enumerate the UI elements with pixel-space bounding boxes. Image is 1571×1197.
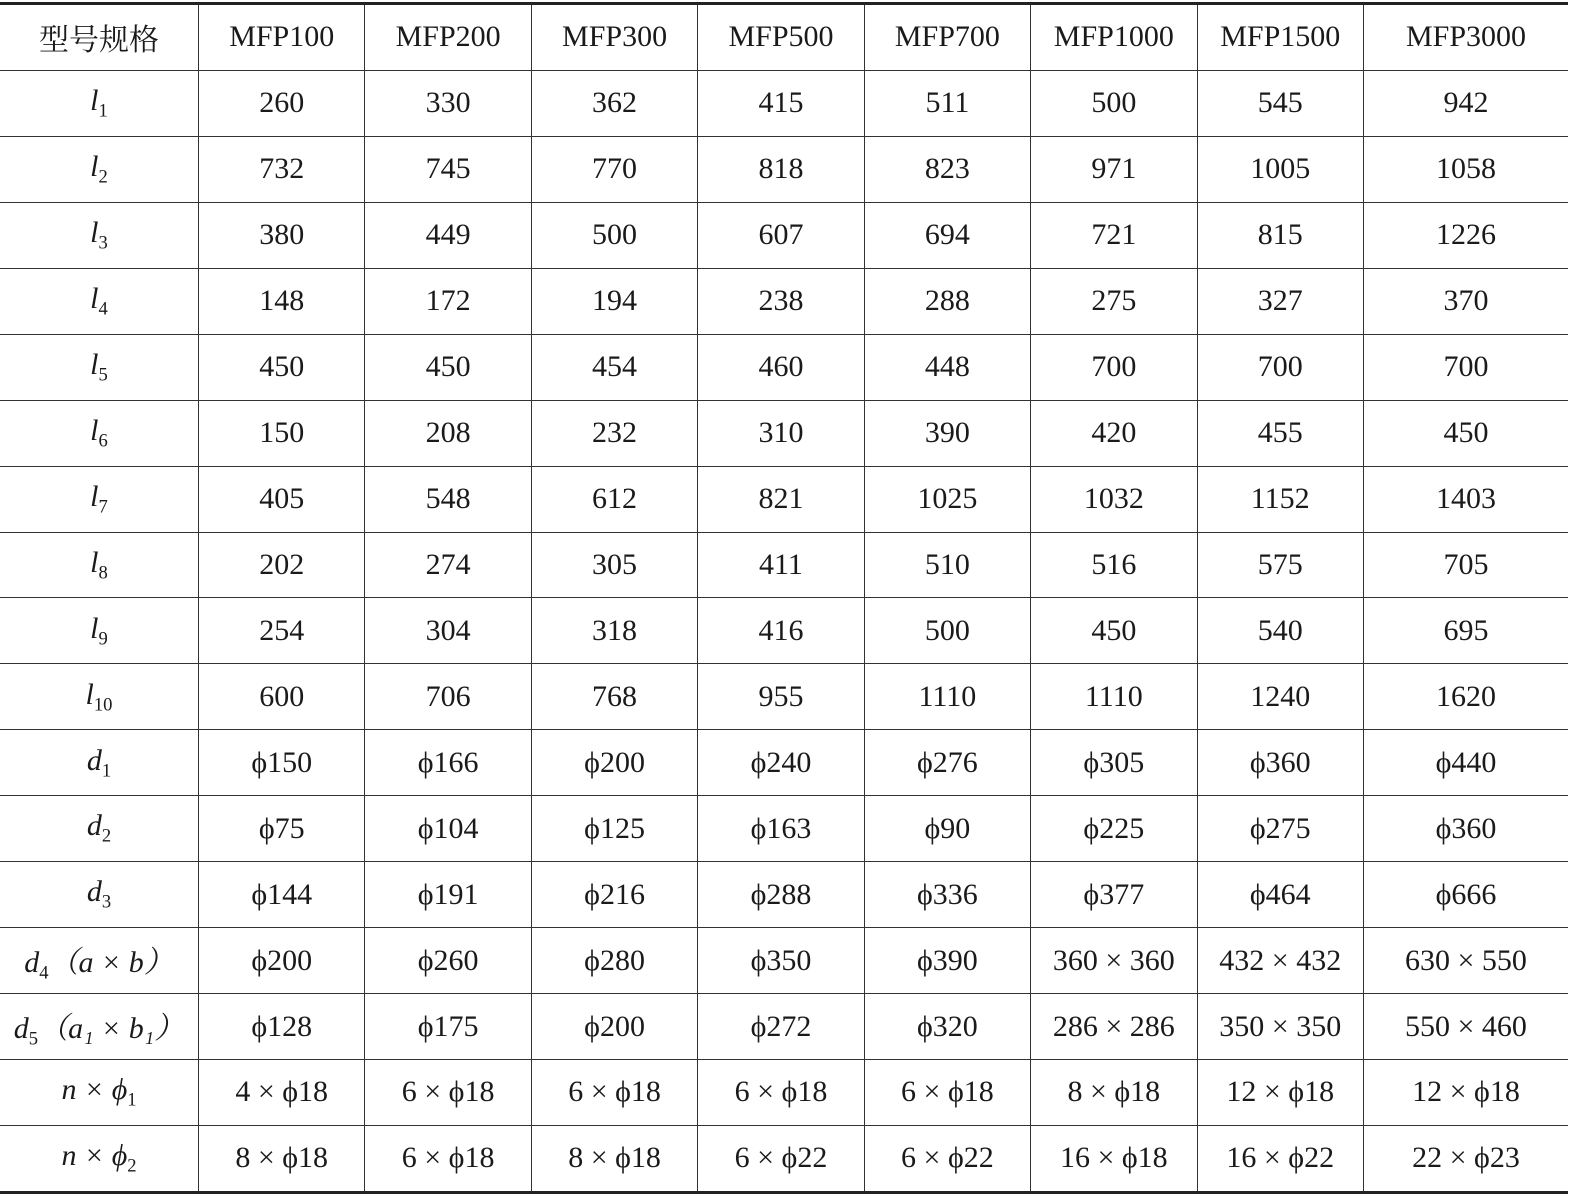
table-cell: 260 — [199, 70, 365, 136]
table-cell: 448 — [864, 334, 1030, 400]
table-row — [0, 400, 1568, 466]
table-cell: 254 — [199, 598, 365, 664]
table-cell: 6 × ϕ18 — [365, 1125, 531, 1192]
table-row — [0, 532, 1568, 598]
table-cell: 454 — [531, 334, 697, 400]
table-cell: 16 × ϕ22 — [1197, 1125, 1363, 1192]
table-cell: ϕ272 — [698, 994, 864, 1060]
header-model-5: MFP700 — [864, 4, 1030, 71]
table-row — [0, 664, 1568, 730]
table-cell: 6 × ϕ18 — [864, 1060, 1030, 1126]
row-label — [0, 532, 199, 598]
row-label — [0, 1060, 199, 1126]
table-cell: 286 × 286 — [1031, 994, 1197, 1060]
table-cell: 22 × ϕ23 — [1363, 1125, 1568, 1192]
table-cell: 16 × ϕ18 — [1031, 1125, 1197, 1192]
table-cell: ϕ200 — [531, 730, 697, 796]
row-label — [0, 1125, 199, 1192]
table-row — [0, 862, 1568, 928]
row-label-subscript: 2 — [101, 825, 112, 847]
row-label-symbol: l — [90, 611, 99, 645]
table-cell: 607 — [698, 202, 864, 268]
row-label-symbol: l — [90, 281, 99, 315]
table-cell: 450 — [1363, 400, 1568, 466]
table-cell: ϕ225 — [1031, 796, 1197, 862]
table-cell: 350 × 350 — [1197, 994, 1363, 1060]
table-cell: 362 — [531, 70, 697, 136]
table-cell: ϕ280 — [531, 928, 697, 994]
row-label-symbol: l — [90, 84, 99, 118]
spec-table-container — [0, 2, 1568, 1194]
row-label-symbol: l — [90, 413, 99, 447]
table-cell: 6 × ϕ22 — [864, 1125, 1030, 1192]
table-cell: 575 — [1197, 532, 1363, 598]
table-cell: 415 — [698, 70, 864, 136]
table-cell: 732 — [199, 136, 365, 202]
table-cell: 288 — [864, 268, 1030, 334]
table-cell: 460 — [698, 334, 864, 400]
row-label-symbol: l — [90, 347, 99, 381]
row-label — [0, 994, 199, 1060]
table-row — [0, 730, 1568, 796]
table-cell: 694 — [864, 202, 1030, 268]
row-label-symbol: d — [86, 743, 102, 777]
table-cell: ϕ200 — [531, 994, 697, 1060]
table-cell: ϕ175 — [365, 994, 531, 1060]
row-label-subscript: 5 — [98, 364, 108, 386]
table-cell: 550 × 460 — [1363, 994, 1568, 1060]
table-cell: ϕ166 — [365, 730, 531, 796]
table-cell: 706 — [365, 664, 531, 730]
row-label-subscript: 4 — [98, 298, 108, 320]
row-label-symbol: n × ϕ — [61, 1139, 128, 1173]
row-label-extra: （a₁ × b₁） — [38, 1011, 185, 1045]
row-label-symbol: l — [90, 216, 99, 250]
table-cell: 1226 — [1363, 202, 1568, 268]
table-cell: 194 — [531, 268, 697, 334]
table-cell: ϕ128 — [199, 994, 365, 1060]
table-cell: ϕ377 — [1031, 862, 1197, 928]
header-model-4: MFP500 — [698, 4, 864, 71]
table-cell: ϕ200 — [199, 928, 365, 994]
table-cell: 8 × ϕ18 — [199, 1125, 365, 1192]
table-cell: ϕ191 — [365, 862, 531, 928]
table-cell: 420 — [1031, 400, 1197, 466]
row-label-subscript: 8 — [98, 562, 108, 584]
table-cell: 700 — [1363, 334, 1568, 400]
table-cell: 1058 — [1363, 136, 1568, 202]
table-cell: 208 — [365, 400, 531, 466]
table-cell: ϕ216 — [531, 862, 697, 928]
table-cell: 516 — [1031, 532, 1197, 598]
header-model-2: MFP200 — [365, 4, 531, 71]
table-cell: 274 — [365, 532, 531, 598]
row-label-subscript: 9 — [98, 628, 108, 650]
table-cell: 310 — [698, 400, 864, 466]
row-label — [0, 730, 199, 796]
table-cell: ϕ75 — [199, 796, 365, 862]
table-cell: 6 × ϕ18 — [531, 1060, 697, 1126]
table-cell: 1032 — [1031, 466, 1197, 532]
table-cell: 1403 — [1363, 466, 1568, 532]
table-cell: 318 — [531, 598, 697, 664]
table-cell: 172 — [365, 268, 531, 334]
table-cell: 540 — [1197, 598, 1363, 664]
row-label — [0, 466, 199, 532]
table-cell: ϕ666 — [1363, 862, 1568, 928]
table-cell: 330 — [365, 70, 531, 136]
table-cell: 150 — [199, 400, 365, 466]
table-cell: 411 — [698, 532, 864, 598]
table-cell: 548 — [365, 466, 531, 532]
row-label — [0, 400, 199, 466]
row-label-symbol: n × ϕ — [61, 1073, 128, 1107]
row-label-extra: （a × b） — [48, 945, 174, 979]
table-cell: 232 — [531, 400, 697, 466]
row-label — [0, 928, 199, 994]
table-cell: 8 × ϕ18 — [1031, 1060, 1197, 1126]
table-cell: 455 — [1197, 400, 1363, 466]
table-cell: 511 — [864, 70, 1030, 136]
table-cell: 390 — [864, 400, 1030, 466]
table-cell: 700 — [1197, 334, 1363, 400]
row-label-symbol: l — [90, 150, 99, 184]
header-model-3: MFP300 — [531, 4, 697, 71]
row-label — [0, 334, 199, 400]
table-row — [0, 136, 1568, 202]
table-cell: 6 × ϕ18 — [698, 1060, 864, 1126]
table-cell: 1152 — [1197, 466, 1363, 532]
table-cell: 1110 — [1031, 664, 1197, 730]
row-label — [0, 796, 199, 862]
row-label-subscript: 2 — [127, 1155, 137, 1177]
table-cell: 612 — [531, 466, 697, 532]
table-cell: 700 — [1031, 334, 1197, 400]
row-label-subscript: 1 — [127, 1089, 137, 1111]
row-label-subscript: 1 — [98, 100, 108, 122]
table-cell: 630 × 550 — [1363, 928, 1568, 994]
table-cell: ϕ260 — [365, 928, 531, 994]
row-label-subscript: 2 — [98, 166, 108, 188]
table-row — [0, 598, 1568, 664]
row-label-subscript: 3 — [101, 891, 112, 913]
header-model-7: MFP1500 — [1197, 4, 1363, 71]
table-cell: 821 — [698, 466, 864, 532]
row-label — [0, 268, 199, 334]
table-cell: 695 — [1363, 598, 1568, 664]
table-cell: 327 — [1197, 268, 1363, 334]
table-row — [0, 70, 1568, 136]
table-cell: 305 — [531, 532, 697, 598]
table-cell: 1025 — [864, 466, 1030, 532]
table-cell: 1110 — [864, 664, 1030, 730]
table-cell: ϕ150 — [199, 730, 365, 796]
table-cell: 416 — [698, 598, 864, 664]
table-cell: 942 — [1363, 70, 1568, 136]
table-cell: ϕ440 — [1363, 730, 1568, 796]
table-cell: 721 — [1031, 202, 1197, 268]
row-label-symbol: l — [85, 677, 94, 711]
table-cell: 449 — [365, 202, 531, 268]
header-model-8: MFP3000 — [1363, 4, 1568, 71]
table-row — [0, 1060, 1568, 1126]
table-cell: 8 × ϕ18 — [531, 1125, 697, 1192]
table-row — [0, 1125, 1568, 1192]
table-cell: ϕ390 — [864, 928, 1030, 994]
spec-table — [0, 2, 1568, 1194]
row-label — [0, 136, 199, 202]
table-cell: 1620 — [1363, 664, 1568, 730]
table-cell: 148 — [199, 268, 365, 334]
table-cell: ϕ144 — [199, 862, 365, 928]
table-cell: 405 — [199, 466, 365, 532]
table-cell: ϕ104 — [365, 796, 531, 862]
table-cell: 6 × ϕ18 — [365, 1060, 531, 1126]
table-cell: 1240 — [1197, 664, 1363, 730]
table-cell: 450 — [1031, 598, 1197, 664]
table-cell: 510 — [864, 532, 1030, 598]
table-row — [0, 994, 1568, 1060]
table-row — [0, 202, 1568, 268]
table-cell: 202 — [199, 532, 365, 598]
row-label-symbol: l — [90, 545, 99, 579]
row-label-subscript: 4 — [39, 962, 49, 984]
table-row — [0, 796, 1568, 862]
table-cell: 450 — [365, 334, 531, 400]
table-row — [0, 466, 1568, 532]
table-cell: 815 — [1197, 202, 1363, 268]
row-label-subscript: 5 — [28, 1028, 39, 1050]
row-label — [0, 70, 199, 136]
table-cell: 818 — [698, 136, 864, 202]
table-cell: ϕ320 — [864, 994, 1030, 1060]
table-cell: 823 — [864, 136, 1030, 202]
row-label — [0, 862, 199, 928]
table-cell: ϕ275 — [1197, 796, 1363, 862]
table-cell: 432 × 432 — [1197, 928, 1363, 994]
row-label-symbol: d — [86, 809, 102, 843]
table-cell: 6 × ϕ22 — [698, 1125, 864, 1192]
table-cell: 745 — [365, 136, 531, 202]
table-cell: 768 — [531, 664, 697, 730]
table-cell: 600 — [199, 664, 365, 730]
spec-table-body — [0, 4, 1568, 1193]
row-label — [0, 202, 199, 268]
table-cell: ϕ90 — [864, 796, 1030, 862]
table-cell: 500 — [1031, 70, 1197, 136]
table-cell: 275 — [1031, 268, 1197, 334]
table-cell: ϕ305 — [1031, 730, 1197, 796]
table-cell: 238 — [698, 268, 864, 334]
table-cell: 450 — [199, 334, 365, 400]
table-cell: 500 — [864, 598, 1030, 664]
table-row — [0, 928, 1568, 994]
table-cell: ϕ163 — [698, 796, 864, 862]
row-label-symbol: d — [24, 945, 40, 979]
table-cell: 545 — [1197, 70, 1363, 136]
table-cell: 971 — [1031, 136, 1197, 202]
table-cell: ϕ336 — [864, 862, 1030, 928]
table-cell: 12 × ϕ18 — [1197, 1060, 1363, 1126]
table-cell: 500 — [531, 202, 697, 268]
header-model-1: MFP100 — [199, 4, 365, 71]
row-label-subscript: 7 — [98, 496, 108, 518]
row-label-symbol: l — [90, 479, 99, 513]
table-cell: ϕ276 — [864, 730, 1030, 796]
table-cell: ϕ350 — [698, 928, 864, 994]
table-cell: 955 — [698, 664, 864, 730]
table-row — [0, 268, 1568, 334]
header-model-6: MFP1000 — [1031, 4, 1197, 71]
table-cell: 4 × ϕ18 — [199, 1060, 365, 1126]
table-cell: 770 — [531, 136, 697, 202]
table-cell: ϕ360 — [1363, 796, 1568, 862]
table-cell: 304 — [365, 598, 531, 664]
table-cell: ϕ125 — [531, 796, 697, 862]
table-cell: 1005 — [1197, 136, 1363, 202]
table-cell: ϕ464 — [1197, 862, 1363, 928]
table-cell: ϕ360 — [1197, 730, 1363, 796]
row-label-symbol: d — [13, 1011, 29, 1045]
table-row — [0, 334, 1568, 400]
table-cell: 360 × 360 — [1031, 928, 1197, 994]
table-cell: ϕ240 — [698, 730, 864, 796]
table-cell: 380 — [199, 202, 365, 268]
table-cell: ϕ288 — [698, 862, 864, 928]
table-cell: 370 — [1363, 268, 1568, 334]
header-model-spec: 型号规格 — [0, 4, 199, 71]
row-label — [0, 664, 199, 730]
row-label-subscript: 1 — [101, 760, 112, 782]
table-cell: 12 × ϕ18 — [1363, 1060, 1568, 1126]
row-label-symbol: d — [86, 875, 102, 909]
row-label-subscript: 10 — [93, 694, 113, 716]
row-label-subscript: 6 — [98, 430, 108, 452]
table-cell: 705 — [1363, 532, 1568, 598]
header-row — [0, 4, 1568, 71]
row-label-subscript: 3 — [98, 232, 108, 254]
row-label — [0, 598, 199, 664]
